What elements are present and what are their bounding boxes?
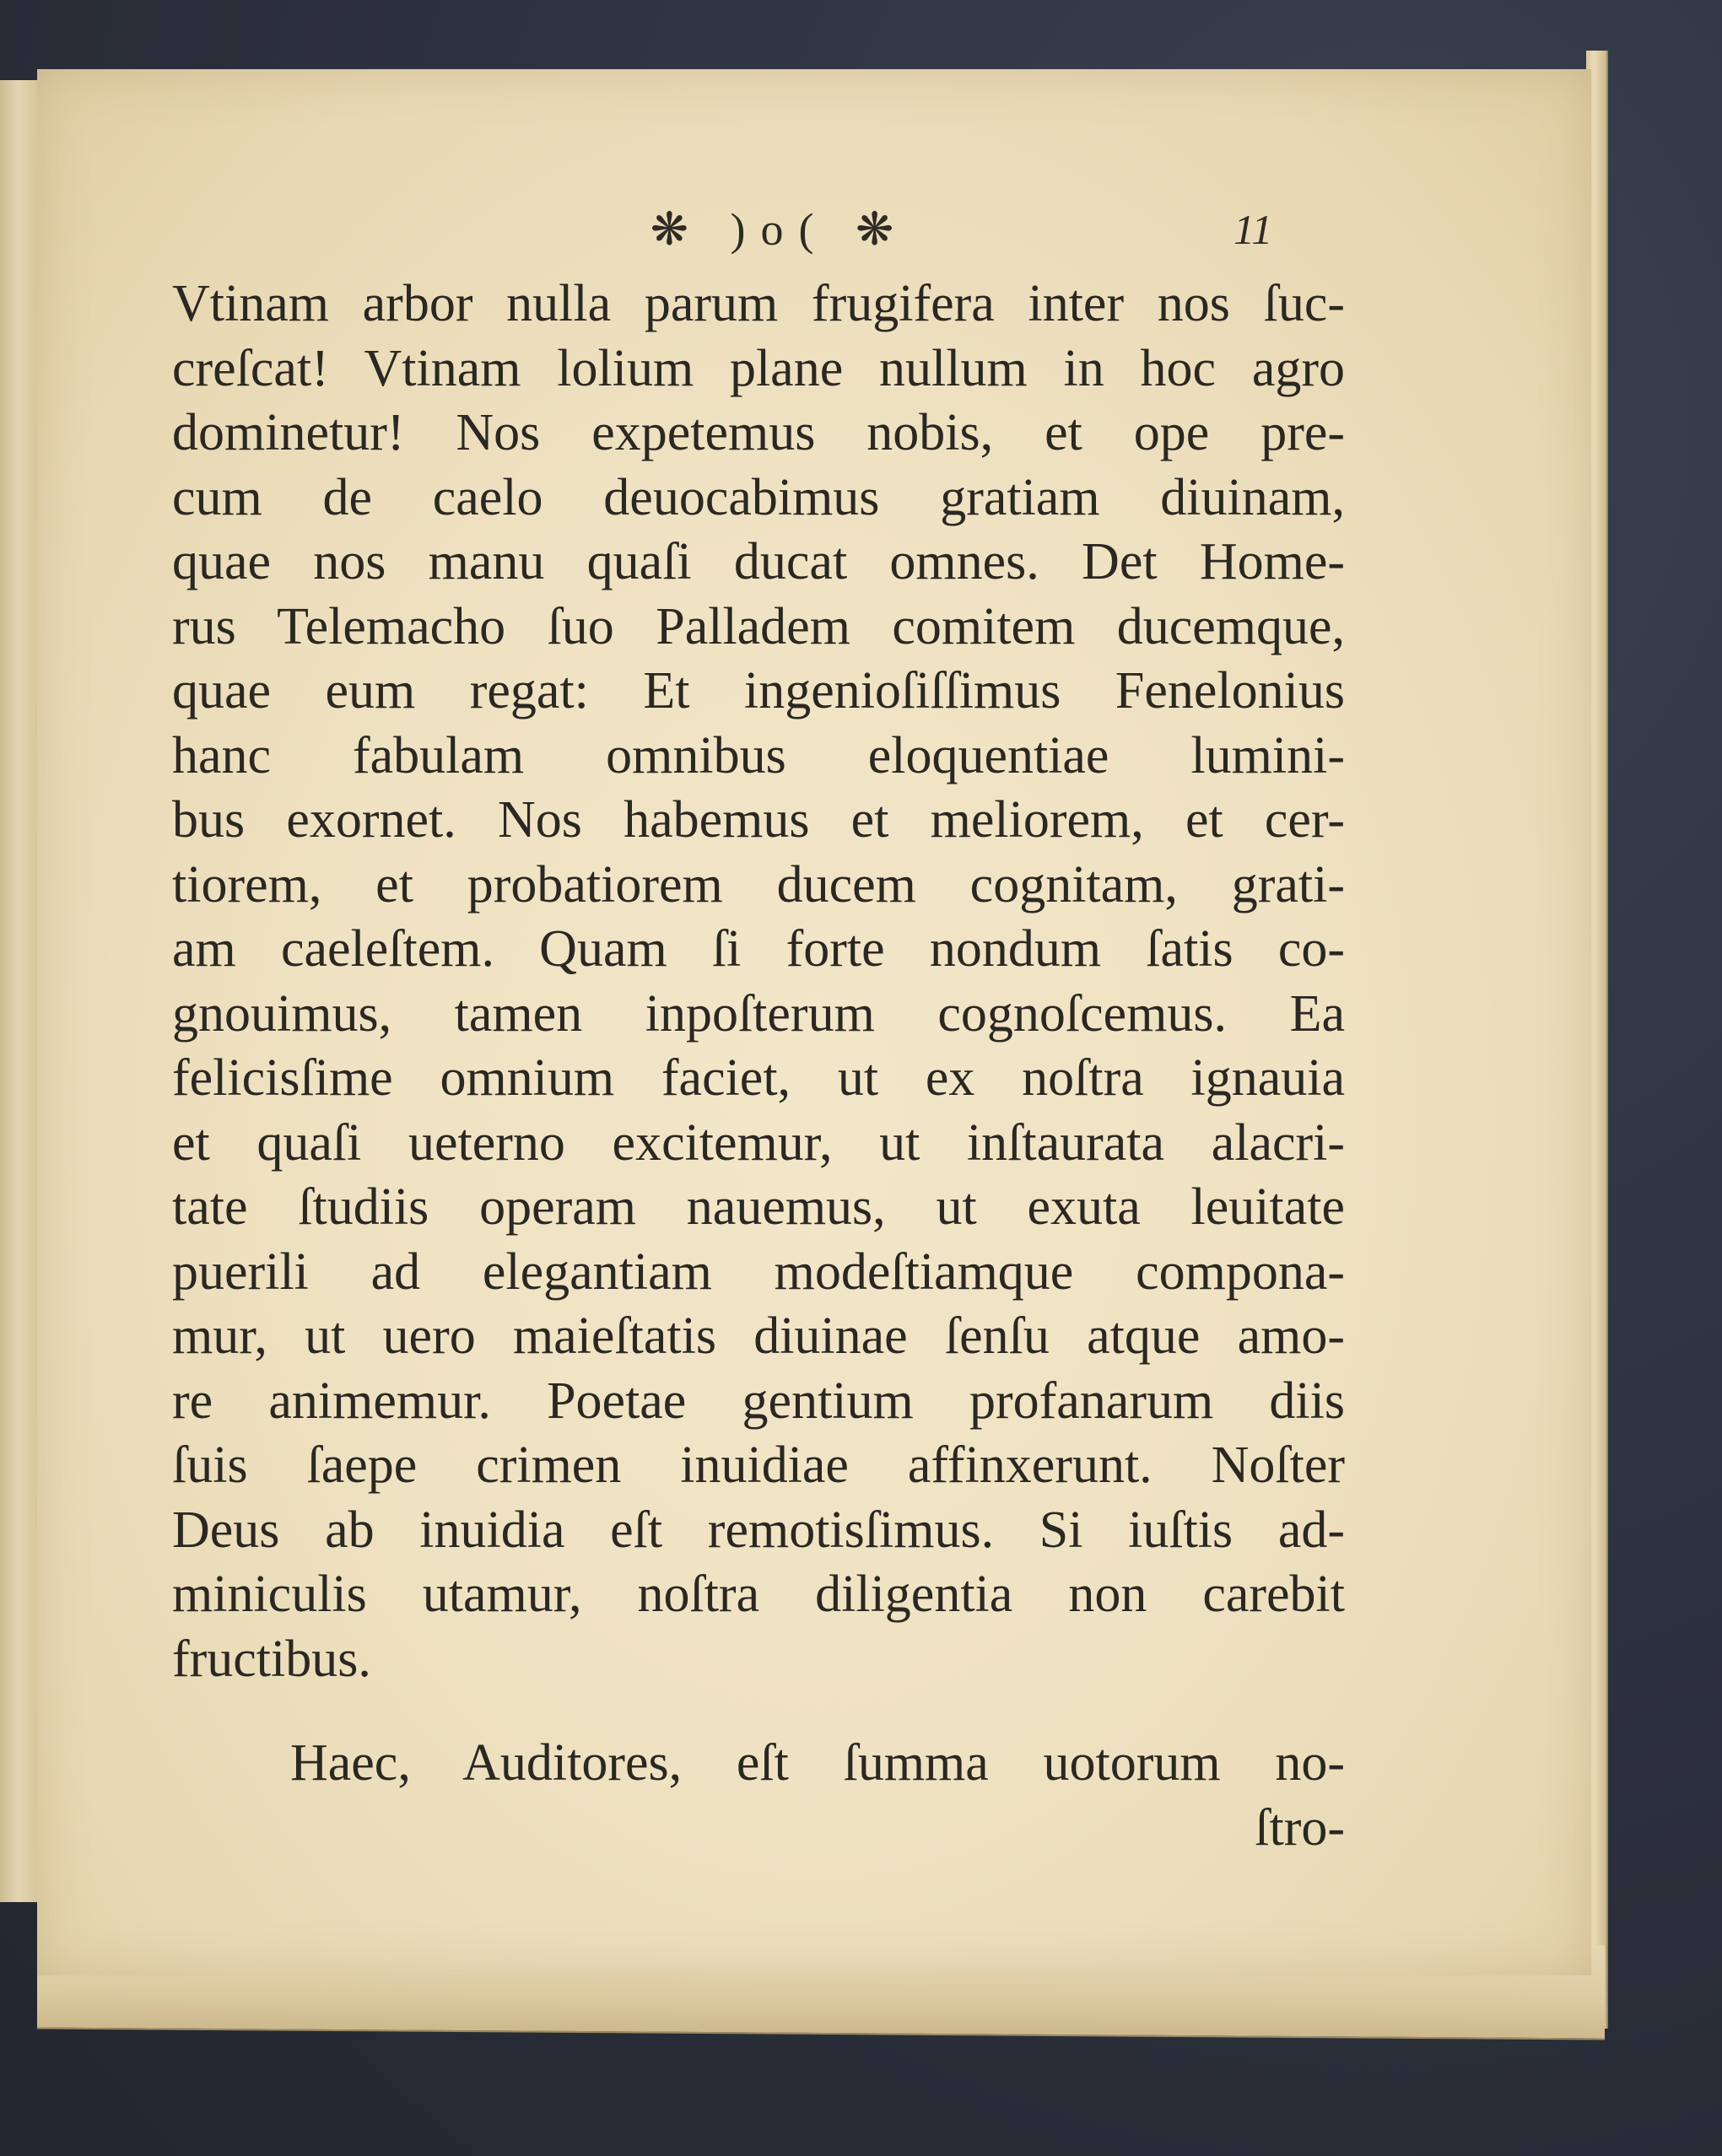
text-line: creſcat! Vtinam lolium plane nullum in hoc agro bbox=[172, 339, 1345, 397]
text-line: hanc fabulam omnibus eloquentiae lumini- bbox=[172, 726, 1345, 784]
text-line: am caeleſtem. Quam ſi forte nondum ſatis co- bbox=[172, 920, 1345, 978]
running-header bbox=[37, 204, 1591, 255]
facing-page-edge bbox=[0, 80, 39, 1902]
main-paragraph bbox=[172, 272, 1345, 1691]
text-line: ſuis ſaepe crimen inuidiae affinxerunt. Noſter bbox=[172, 1436, 1345, 1494]
text-line: mur, ut uero maieſtatis diuinae ſenſu atque amo- bbox=[172, 1307, 1345, 1365]
header-ornament: ❋ )o( ❋ bbox=[650, 204, 910, 255]
text-line: Vtinam arbor nulla parum frugifera inter nos ſuc- bbox=[172, 275, 1345, 332]
closing-paragraph bbox=[172, 1731, 1345, 1860]
text-line: re animemur. Poetae gentium profanarum diis bbox=[172, 1372, 1345, 1430]
text-line: tiorem, et probatiorem ducem cognitam, grati- bbox=[172, 855, 1345, 914]
catchword: ſtro- bbox=[1255, 1798, 1345, 1857]
text-line: Deus ab inuidia eſt remotisſimus. Si iuſtis ad- bbox=[172, 1501, 1345, 1559]
text-line: rus Telemacho ſuo Palladem comitem ducemque, bbox=[172, 597, 1345, 655]
text-line: Haec, Auditores, eſt ſumma uotorum no- bbox=[290, 1734, 1345, 1792]
text-line: bus exornet. Nos habemus et meliorem, et cer- bbox=[172, 791, 1345, 849]
text-line: tate ſtudiis operam nauemus, ut exuta leuitate bbox=[172, 1178, 1345, 1236]
text-line: miniculis utamur, noſtra diligentia non carebit bbox=[172, 1566, 1345, 1623]
text-line: gnouimus, tamen inpoſterum cognoſcemus. Ea bbox=[172, 984, 1345, 1043]
text-line: fructibus. bbox=[172, 1630, 371, 1688]
text-line: puerili ad elegantiam modeſtiamque compona- bbox=[172, 1242, 1345, 1301]
book-page bbox=[37, 69, 1591, 1975]
page-number: 11 bbox=[1233, 206, 1273, 253]
text-line: felicisſime omnium faciet, ut ex noſtra ignauia bbox=[172, 1049, 1345, 1107]
text-line: cum de caelo deuocabimus gratiam diuinam, bbox=[172, 468, 1345, 526]
text-line: quae nos manu quaſi ducat omnes. Det Home- bbox=[172, 533, 1345, 590]
text-line: et quaſi ueterno excitemur, ut inſtaurata alacri- bbox=[172, 1113, 1345, 1172]
text-line: dominetur! Nos expetemus nobis, et ope pre- bbox=[172, 404, 1345, 461]
text-line: quae eum regat: Et ingenioſiſſimus Fenelonius bbox=[172, 662, 1345, 720]
